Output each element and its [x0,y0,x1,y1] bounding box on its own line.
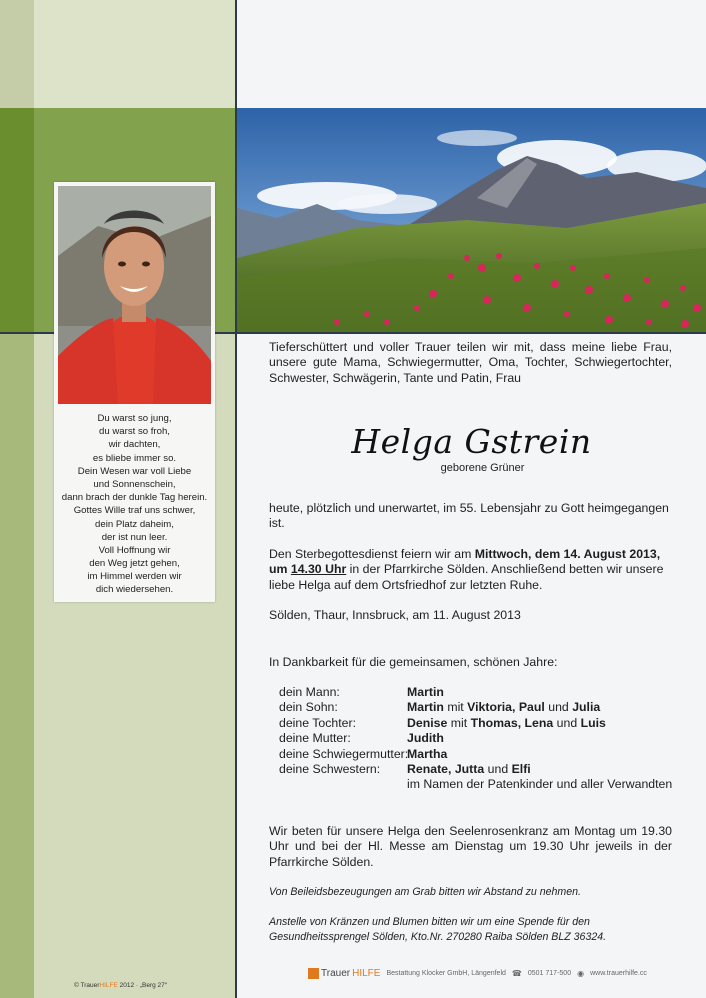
left-stripe-outer [0,0,34,998]
place-date: Sölden, Thaur, Innsbruck, am 11. August 2013 [269,608,521,622]
death-line: heute, plötzlich und unerwartet, im 55. Lebensjahr zu Gott heimgegangen ist. [269,501,669,531]
poem-line: du warst so froh, [99,426,170,438]
relative-row [269,731,672,746]
poem-line: es bliebe immer so. [92,452,177,464]
relative-row [269,700,672,715]
service-text [269,547,672,593]
poem-line: den Weg jetzt gehen, [89,558,180,570]
poem-line: und Sonnenschein, [93,478,176,490]
relative-names: im Namen der Patenkinder und aller Verwandten [407,777,673,792]
relatives-list [269,685,672,793]
trauerhilfe-logo: Trauer HILFE [308,968,380,979]
note-donation: Anstelle von Kränzen und Blumen bitten wir um eine Spende für den Gesundheitssprengel Sölden, Kto.Nr. 270280 Raiba Sölden BLZ 36324. [269,916,607,943]
phone-icon: ☎ [511,968,522,978]
poem-line: dein Platz daheim, [95,518,174,530]
relative-names: Renate, Jutta und Elfi [407,761,531,776]
relative-label: dein Sohn: [279,700,338,715]
note-condolences: Von Beileidsbezeugungen am Grab bitten wir Abstand zu nehmen. [269,886,581,898]
service-time: 14.30 Uhr [290,562,347,577]
relative-row [269,747,672,762]
relative-row [269,762,672,777]
landscape-image [237,108,706,332]
footer-company: Bestattung Klocker GmbH, Längenfeld [386,969,506,977]
poem-line: im Himmel werden wir [87,571,182,583]
footer-copyright: © TrauerHILFE 2012 · „Berg 27“ [74,982,167,989]
relative-label: deine Schwestern: [279,761,381,776]
service-um: um [269,562,291,577]
prayer-text: Wir beten für unsere Helga den Seelenrosenkranz am Montag um 19.30 Uhr und bei der Hl. Messe am Dienstag um 19.30 Uhr jeweils in der Pfarrkirche Sölden. [269,824,672,869]
footer-web[interactable]: www.trauerhilfe.cc [590,969,647,977]
relative-names: Denise mit Thomas, Lena und Luis [407,715,606,730]
poem-line: Gottes Wille traf uns schwer, [73,505,196,517]
service-rest: in der Pfarrkirche Sölden. Anschließend betten wir unsere liebe Helga auf dem Ortsfriedhof zur letzten Ruhe. [269,562,664,592]
thanks-line: In Dankbarkeit für die gemeinsamen, schönen Jahre: [269,655,558,669]
relative-names: Judith [407,731,444,746]
poem-line: Voll Hoffnung wir [98,544,171,556]
service-intro: Den Sterbegottesdienst feiern wir am [269,547,475,561]
relative-label: dein Mann: [279,685,340,699]
relative-label: deine Schwiegermutter: [279,746,409,761]
relative-row [269,716,672,731]
relative-row [269,777,672,792]
relative-names: Martin mit Viktoria, Paul und Julia [407,700,601,715]
birth-name: geborene Grüner [440,462,525,474]
relative-row [269,685,672,700]
poem-line: Dein Wesen war voll Liebe [77,465,192,477]
relative-label: deine Tochter: [279,715,357,730]
intro-text: Tieferschüttert und voller Trauer teilen wir mit, dass meine liebe Frau, unsere gute Mama, Schwiegermutter, Oma, Tochter, Schwiegertochter, Schwester, Schwägerin, Tante und Patin, Frau [269,340,672,385]
globe-icon: ◉ [577,968,585,978]
poem-line: wir dachten, [108,439,161,451]
footer-phone: 0501 717-500 [527,969,572,977]
poem-line: dann brach der dunkle Tag herein. [61,492,208,504]
poem-line: dich wiedersehen. [95,584,174,596]
deceased-name-block [237,424,706,474]
deceased-name: Helga Gstrein [351,422,592,461]
poem-line: der ist nun leer. [101,531,168,543]
poem-line: Du warst so jung, [97,413,172,424]
footer-publisher [308,966,647,980]
relative-label: deine Mutter: [279,731,351,746]
relative-names: Martha [407,746,448,761]
portrait-photo [58,186,211,404]
photo-card [54,182,215,602]
poem [56,412,213,597]
service-day: Mittwoch, dem 14. August 2013, [474,547,661,561]
relative-names: Martin [407,685,444,699]
